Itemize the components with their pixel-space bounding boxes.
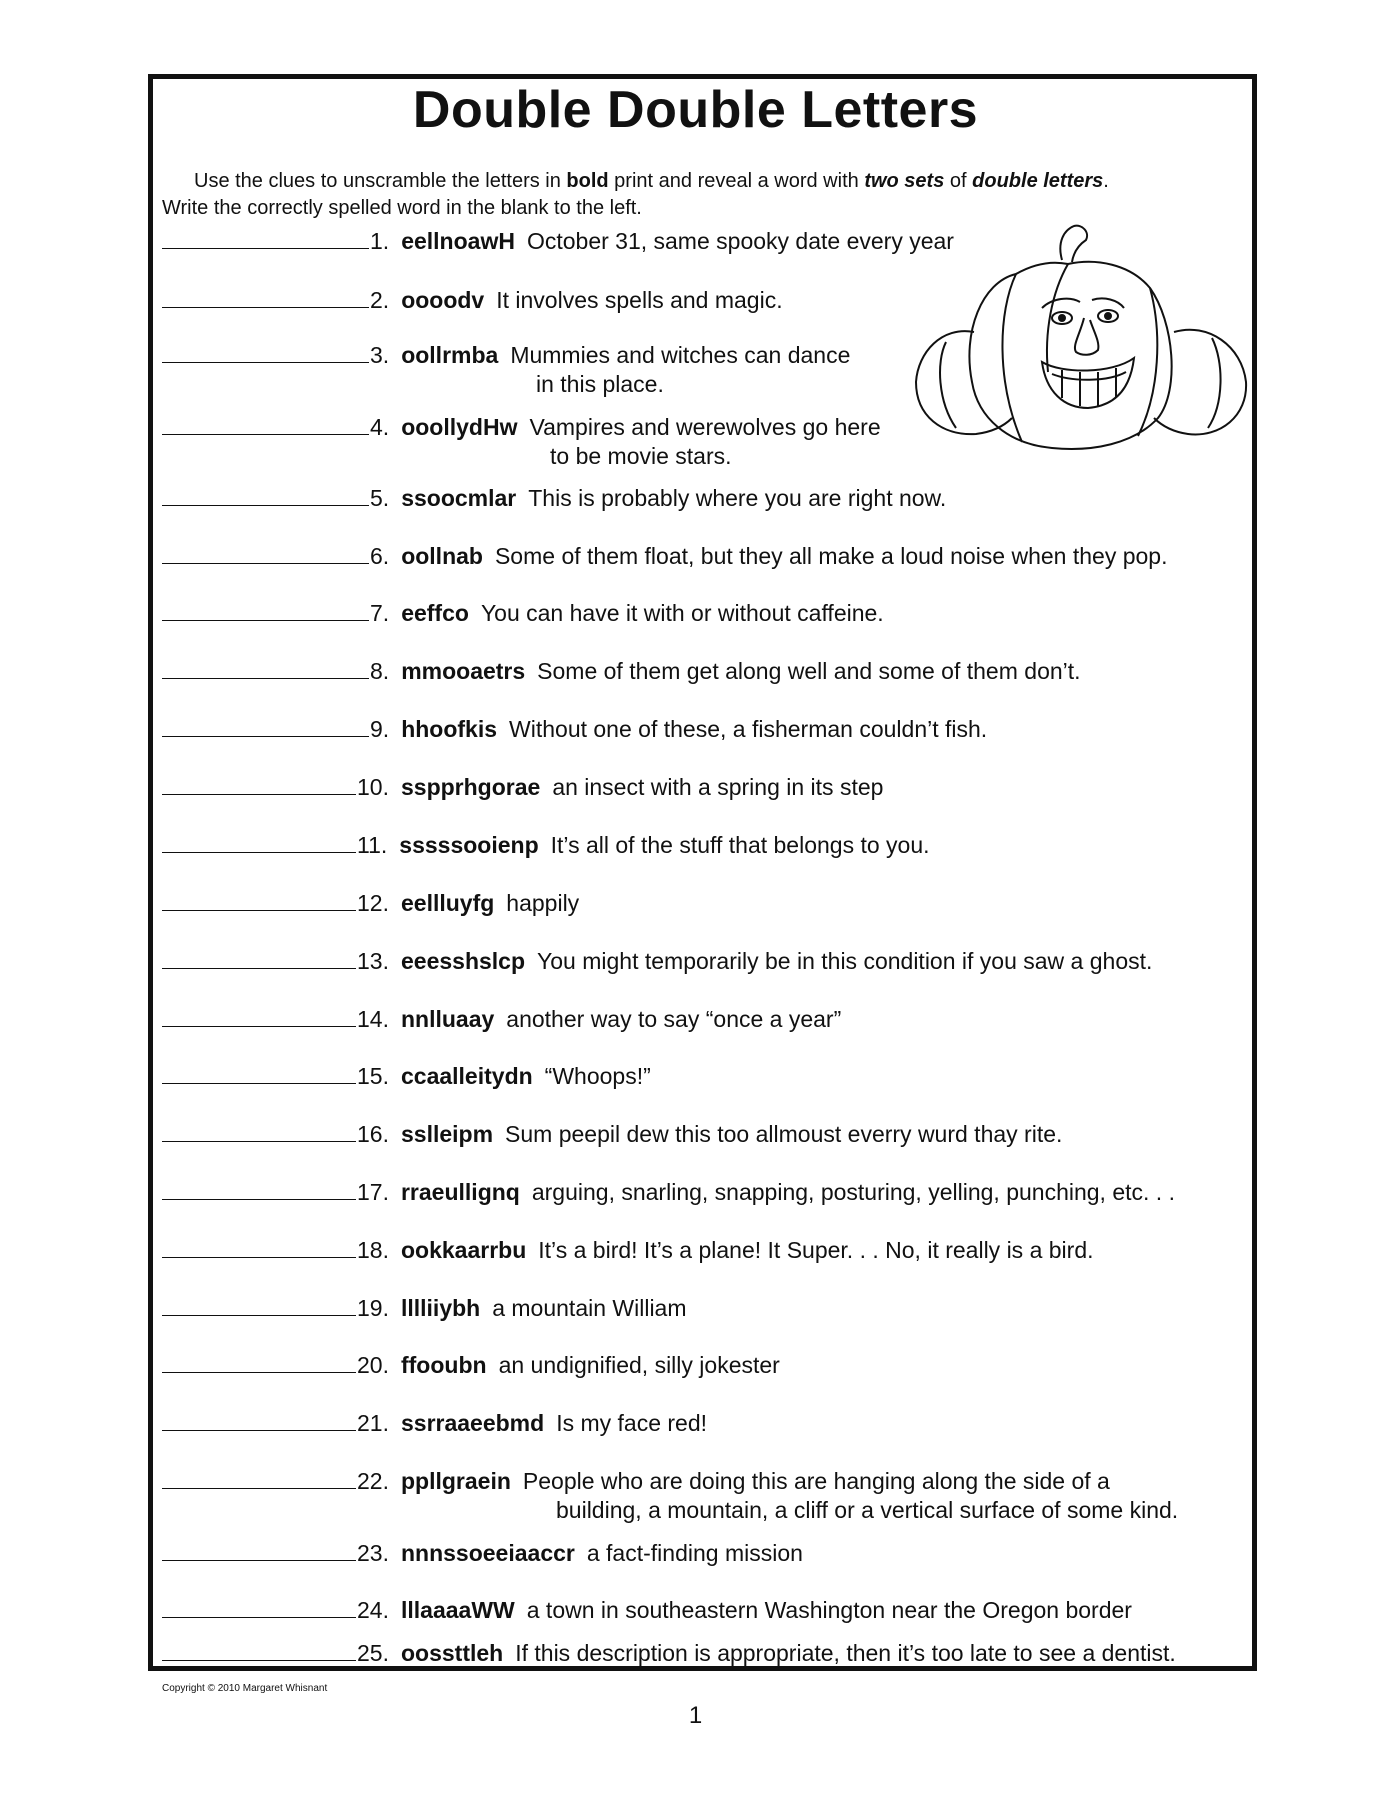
item-number: 6. [370,543,390,569]
answer-blank[interactable] [162,1006,356,1027]
puzzle-item [162,773,883,802]
item-number: 17. [357,1179,389,1205]
puzzle-item [162,1062,651,1091]
item-number: 21. [357,1410,389,1436]
clue-text-continued: to be movie stars. [550,443,732,469]
answer-blank[interactable] [162,1352,356,1373]
clue-text: October 31, same spooky date every year [526,228,954,254]
instructions-text: of [944,170,973,192]
puzzle-item [162,1639,1176,1668]
puzzle-item [162,1351,780,1380]
instructions-line2: Write the correctly spelled word in the blank to the left. [162,197,642,219]
clue-text: Mummies and witches can dance [510,342,851,368]
puzzle-item [162,542,1167,571]
clue-text: You might temporarily be in this condition if you saw a ghost. [537,948,1153,974]
answer-blank[interactable] [162,1179,356,1200]
scrambled-word: hhoofkis [401,716,498,742]
answer-blank[interactable] [162,1237,356,1258]
clue-text: Is my face red! [556,1410,708,1436]
puzzle-item [162,1409,707,1438]
answer-blank[interactable] [162,948,356,969]
answer-blank[interactable] [162,890,356,911]
scrambled-word: ooollydHw [401,414,518,440]
clue-text: arguing, snarling, snapping, posturing, yelling, punching, etc. . . [531,1179,1175,1205]
item-number: 19. [357,1295,389,1321]
clue-text: an undignified, silly jokester [498,1352,780,1378]
scrambled-word: ffooubn [400,1352,487,1378]
scrambled-word: lllaaaaWW [400,1597,515,1623]
answer-blank[interactable] [162,832,356,853]
answer-blank[interactable] [162,414,369,435]
scrambled-word: lllliiybh [400,1295,481,1321]
scrambled-word: oooodv [401,287,485,313]
scrambled-word: ccaalleitydn [400,1063,533,1089]
page-number: 1 [688,1702,703,1729]
answer-blank[interactable] [162,716,369,737]
answer-blank[interactable] [162,1640,356,1661]
answer-blank[interactable] [162,774,356,795]
puzzle-item [162,1467,1178,1525]
item-number: 22. [357,1468,389,1494]
item-number: 5. [370,485,390,511]
clue-text-continued: building, a mountain, a cliff or a vertical surface of some kind. [556,1497,1179,1523]
puzzle-item [162,1120,1062,1149]
instructions [162,168,1242,222]
puzzle-item [162,599,884,628]
clue-text: It involves spells and magic. [496,287,783,313]
item-number: 4. [370,414,390,440]
item-number: 10. [357,774,389,800]
clue-text: a mountain William [492,1295,687,1321]
item-number: 16. [357,1121,389,1147]
puzzle-item [162,1294,687,1323]
clue-text: another way to say “once a year” [506,1006,842,1032]
item-number: 20. [357,1352,389,1378]
answer-blank[interactable] [162,658,369,679]
item-number: 14. [357,1006,389,1032]
clue-text-continued: in this place. [536,371,664,397]
puzzle-item [162,947,1152,976]
instructions-emphasis: double letters [972,170,1104,192]
answer-blank[interactable] [162,600,369,621]
answer-blank[interactable] [162,1597,356,1618]
scrambled-word: eellnoawH [401,228,515,254]
puzzle-item [162,1178,1175,1207]
scrambled-word: rraeullignq [400,1179,520,1205]
scrambled-word: sslleipm [400,1121,494,1147]
scrambled-word: ssoocmlar [401,485,517,511]
item-number: 15. [357,1063,389,1089]
clue-text: a fact-finding mission [586,1540,803,1566]
item-number: 9. [370,716,390,742]
puzzle-item [162,484,946,513]
answer-blank[interactable] [162,1540,356,1561]
puzzle-item [162,227,954,256]
instructions-text: . [1103,170,1109,192]
puzzle-item [162,1539,803,1568]
answer-blank[interactable] [162,1295,356,1316]
scrambled-word: oossttleh [400,1640,504,1666]
clue-text: It’s all of the stuff that belongs to you. [550,832,930,858]
puzzle-item [162,657,1081,686]
clue-text: an insect with a spring in its step [552,774,884,800]
scrambled-word: sspprhgorae [400,774,541,800]
pumpkin-illustration [912,222,1252,454]
scrambled-word: sssssooienp [399,832,539,858]
scrambled-word: mmooaetrs [401,658,526,684]
clue-text: Some of them float, but they all make a loud noise when they pop. [494,543,1168,569]
puzzle-item [162,715,987,744]
scrambled-word: eeffco [401,600,469,626]
scrambled-word: ssrraaeebmd [400,1410,545,1436]
clue-text: a town in southeastern Washington near the Oregon border [526,1597,1132,1623]
puzzle-item [162,286,783,315]
item-number: 18. [357,1237,389,1263]
item-number: 1. [370,228,390,254]
item-number: 13. [357,948,389,974]
item-number: 11. [357,832,388,858]
answer-blank[interactable] [162,1121,356,1142]
item-number: 12. [357,890,389,916]
scrambled-word: nnnssoeeiaaccr [400,1540,575,1566]
copyright-notice: Copyright © 2010 Margaret Whisnant [162,1683,328,1694]
scrambled-word: oollnab [401,543,483,569]
puzzle-item [162,413,881,471]
clue-text: It’s a bird! It’s a plane! It Super. . . No, it really is a bird. [538,1237,1094,1263]
scrambled-word: ookkaarrbu [400,1237,527,1263]
puzzle-item [162,341,850,399]
answer-blank[interactable] [162,1063,356,1084]
answer-blank[interactable] [162,1410,356,1431]
instructions-text: Use the clues to unscramble the letters in [194,170,567,192]
item-number: 23. [357,1540,389,1566]
clue-text: Some of them get along well and some of them don’t. [537,658,1081,684]
clue-text: Without one of these, a fisherman couldn’t fish. [509,716,988,742]
puzzle-item [162,889,579,918]
item-number: 24. [357,1597,389,1623]
answer-blank[interactable] [162,485,369,506]
clue-text: People who are doing this are hanging along the side of a [522,1468,1110,1494]
answer-blank[interactable] [162,287,369,308]
scrambled-word: eeesshslcp [400,948,526,974]
item-number: 8. [370,658,390,684]
scrambled-word: nnlluaay [400,1006,495,1032]
clue-text: This is probably where you are right now. [528,485,947,511]
clue-text: Vampires and werewolves go here [529,414,881,440]
scrambled-word: eellluyfg [400,890,495,916]
puzzle-item [162,1236,1094,1265]
answer-blank[interactable] [162,342,369,363]
clue-text: You can have it with or without caffeine. [480,600,884,626]
item-number: 2. [370,287,390,313]
scrambled-word: oollrmba [401,342,499,368]
puzzle-item [162,1005,841,1034]
puzzle-item [162,1596,1132,1625]
answer-blank[interactable] [162,228,369,249]
item-number: 3. [370,342,390,368]
clue-text: “Whoops!” [544,1063,651,1089]
item-number: 25. [357,1640,389,1666]
instructions-bold: bold [566,170,609,192]
instructions-emphasis: two sets [864,170,945,192]
answer-blank[interactable] [162,543,369,564]
scrambled-word: ppllgraein [400,1468,511,1494]
answer-blank[interactable] [162,1468,356,1489]
page-title: Double Double Letters [412,81,979,139]
clue-text: If this description is appropriate, then it’s too late to see a dentist. [515,1640,1176,1666]
item-number: 7. [370,600,390,626]
instructions-text: print and reveal a word with [608,170,865,192]
clue-text: happily [506,890,580,916]
clue-text: Sum peepil dew this too allmoust everry wurd thay rite. [505,1121,1063,1147]
puzzle-item [162,831,930,860]
